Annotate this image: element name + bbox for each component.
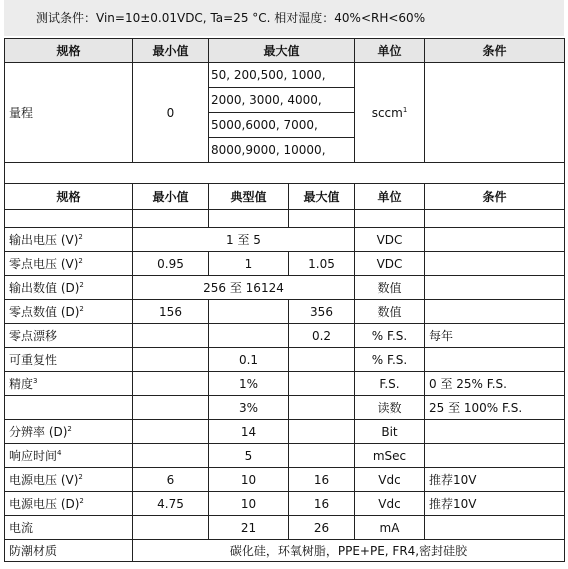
range-max-line: 50, 200,500, 1000, (209, 63, 354, 88)
spec-header-spec: 规格 (5, 184, 133, 210)
spec-max (289, 252, 355, 276)
spec-condition-text: 25 至 100% F.S. (429, 401, 523, 415)
spec-condition (425, 444, 565, 468)
spec-max (289, 396, 355, 420)
spec-label (5, 396, 133, 420)
spec-condition (425, 372, 565, 396)
spec-row (5, 372, 565, 396)
spec-typ-text: 1 至 5 (226, 233, 261, 247)
spec-condition (425, 396, 565, 420)
spec-unit-text: % F.S. (371, 352, 408, 367)
spec-label-text: 零点漂移 (9, 329, 58, 343)
spec-label-text: 电流 (9, 521, 34, 535)
spec-unit-text: F.S. (379, 376, 400, 391)
spec-unit-text: 数值 (377, 305, 402, 319)
range-min: 0 (133, 63, 209, 163)
spec-max-text: 16 (313, 496, 330, 511)
range-unit (355, 63, 425, 163)
spec-typ (133, 228, 355, 252)
spec-max (289, 420, 355, 444)
spec-row (5, 444, 565, 468)
spec-min (133, 252, 209, 276)
spec-unit (355, 276, 425, 300)
spec-min (133, 516, 209, 540)
spec-unit (355, 468, 425, 492)
spec-label-sup: 2 (79, 497, 84, 505)
spec-typ (209, 492, 289, 516)
spec-header-unit: 单位 (355, 184, 425, 210)
range-max-line: 2000, 3000, 4000, (209, 88, 354, 113)
range-max-line: 8000,9000, 10000, (211, 143, 326, 157)
spec-max-text: 356 (310, 304, 333, 319)
spec-min (133, 396, 209, 420)
range-max-values (209, 63, 355, 163)
spec-unit (355, 372, 425, 396)
empty-cell (5, 210, 133, 228)
spec-label-text: 零点数值 (D) (9, 305, 80, 319)
spec-label (5, 492, 133, 516)
spec-typ (133, 276, 355, 300)
spec-unit (355, 492, 425, 516)
spec-max (289, 444, 355, 468)
spec-typ (209, 420, 289, 444)
range-header-spec: 规格 (5, 39, 133, 63)
spec-label-text: 输出电压 (V) (9, 233, 79, 247)
last-row-label: 防潮材质 (5, 540, 133, 562)
range-max-line: 5000,6000, 7000, (209, 113, 354, 138)
spec-typ (209, 516, 289, 540)
spec-unit-text: mA (379, 520, 400, 535)
spec-row (5, 348, 565, 372)
spec-label (5, 372, 133, 396)
spec-min (133, 372, 209, 396)
spec-label (5, 228, 133, 252)
spec-label-text: 分辨率 (D) (9, 425, 68, 439)
spec-label (5, 276, 133, 300)
spec-unit-text: 数值 (377, 281, 402, 295)
spec-typ (209, 324, 289, 348)
spec-label (5, 468, 133, 492)
spec-unit (355, 396, 425, 420)
spec-label-text: 电源电压 (V) (9, 473, 79, 487)
last-row-value: 碳化硅，环氧树脂，PPE+PE, FR4,密封硅胶 (133, 540, 565, 562)
spec-max (289, 492, 355, 516)
spec-label (5, 444, 133, 468)
spec-max (289, 468, 355, 492)
spec-condition (425, 516, 565, 540)
range-header-unit: 单位 (355, 39, 425, 63)
spec-row (5, 300, 565, 324)
spec-min (133, 324, 209, 348)
spec-label-sup: 2 (67, 425, 72, 433)
spec-typ-text: 0.1 (238, 352, 259, 367)
spec-unit-text: Vdc (378, 472, 401, 487)
spec-row (5, 252, 565, 276)
spec-unit-text: VDC (376, 232, 403, 247)
spec-typ-text: 1 (244, 256, 253, 271)
spec-unit (355, 420, 425, 444)
spec-row (5, 492, 565, 516)
spec-condition (425, 420, 565, 444)
range-unit-text: sccm (371, 105, 403, 120)
spec-condition (425, 252, 565, 276)
spec-max-text: 26 (313, 520, 330, 535)
spec-header-max: 最大值 (289, 184, 355, 210)
spec-label-sup: 2 (79, 305, 84, 313)
spec-min (133, 300, 209, 324)
spec-max (289, 372, 355, 396)
spec-condition (425, 348, 565, 372)
spec-typ (209, 252, 289, 276)
spec-max (289, 324, 355, 348)
spec-condition (425, 468, 565, 492)
spec-header-condition: 条件 (425, 184, 565, 210)
spec-unit (355, 348, 425, 372)
spec-unit (355, 228, 425, 252)
spec-max (289, 300, 355, 324)
spec-header-min: 最小值 (133, 184, 209, 210)
spec-label-text: 可重复性 (9, 353, 58, 367)
spec-unit (355, 300, 425, 324)
empty-cell (133, 210, 209, 228)
range-header-min: 最小值 (133, 39, 209, 63)
spec-row (5, 420, 565, 444)
range-header-max: 最大值 (209, 39, 355, 63)
test-conditions: 测试条件：Vin=10±0.01VDC, Ta=25 °C. 相对湿度：40%<RH<60% (4, 0, 564, 36)
spec-label-sup: 2 (78, 233, 83, 241)
spec-row (5, 228, 565, 252)
spec-min (133, 420, 209, 444)
spec-max (289, 348, 355, 372)
spec-typ (209, 444, 289, 468)
spec-typ-text: 5 (244, 448, 253, 463)
spec-row (5, 276, 565, 300)
spec-label-text: 电源电压 (D) (9, 497, 80, 511)
spec-typ (209, 348, 289, 372)
spec-min-text: 156 (159, 304, 182, 319)
spec-max-text: 1.05 (308, 256, 335, 271)
spec-label-sup: 3 (33, 377, 38, 385)
spec-label-sup: 4 (57, 449, 62, 457)
spec-min (133, 492, 209, 516)
range-unit-sup: 1 (402, 105, 408, 114)
spec-unit-text: Vdc (378, 496, 401, 511)
spec-label-sup: 2 (79, 281, 84, 289)
spec-max-text: 0.2 (311, 328, 332, 343)
spec-typ (209, 300, 289, 324)
spec-typ-text: 1% (238, 376, 259, 391)
spec-label (5, 300, 133, 324)
spec-unit (355, 324, 425, 348)
empty-cell (425, 210, 565, 228)
spec-label-text: 输出数值 (D) (9, 281, 80, 295)
empty-cell (355, 210, 425, 228)
spec-unit (355, 516, 425, 540)
spec-unit-text: VDC (376, 256, 403, 271)
spec-row (5, 516, 565, 540)
spec-label-sup: 2 (78, 257, 83, 265)
empty-cell (209, 210, 289, 228)
spec-typ (209, 396, 289, 420)
spec-min (133, 348, 209, 372)
spec-label-text: 响应时间 (9, 449, 58, 463)
spec-header-typ: 典型值 (209, 184, 289, 210)
spec-unit (355, 252, 425, 276)
spec-min (133, 444, 209, 468)
spec-max-text: 16 (313, 472, 330, 487)
spec-unit-text: Bit (381, 424, 398, 439)
range-table (4, 38, 565, 189)
spec-label (5, 348, 133, 372)
empty-cell (289, 210, 355, 228)
spec-condition (425, 300, 565, 324)
range-condition (425, 63, 565, 163)
spec-condition-text: 推荐10V (429, 497, 477, 511)
spec-typ-text: 10 (240, 496, 257, 511)
spec-min-text: 4.75 (157, 496, 184, 511)
range-header-condition: 条件 (425, 39, 565, 63)
spec-row (5, 468, 565, 492)
spec-condition (425, 492, 565, 516)
spec-label (5, 324, 133, 348)
spec-typ-text: 256 至 16124 (203, 281, 284, 295)
spec-condition-text: 每年 (429, 329, 454, 343)
spec-typ-text: 10 (240, 472, 257, 487)
spec-min (133, 468, 209, 492)
spec-label (5, 516, 133, 540)
spec-label-sup: 2 (78, 473, 83, 481)
spec-label-text: 零点电压 (V) (9, 257, 79, 271)
spec-row (5, 324, 565, 348)
spec-max (289, 516, 355, 540)
spec-unit (355, 444, 425, 468)
spec-min-text: 6 (166, 472, 175, 487)
spec-table (4, 183, 565, 562)
spec-unit-text: 读数 (377, 401, 402, 415)
spec-typ (209, 372, 289, 396)
spec-condition (425, 228, 565, 252)
spec-typ-text: 21 (240, 520, 257, 535)
spec-unit-text: mSec (372, 448, 407, 463)
spec-condition-text: 0 至 25% F.S. (429, 377, 507, 391)
spec-condition-text: 推荐10V (429, 473, 477, 487)
spec-row (5, 396, 565, 420)
spec-label (5, 420, 133, 444)
spec-typ-text: 14 (240, 424, 257, 439)
spec-typ-text: 3% (238, 400, 259, 415)
spec-condition (425, 276, 565, 300)
spec-typ (209, 468, 289, 492)
spec-label (5, 252, 133, 276)
spec-unit-text: % F.S. (371, 328, 408, 343)
range-label: 量程 (5, 63, 133, 163)
spec-min-text: 0.95 (157, 256, 184, 271)
spec-label-text: 精度 (9, 377, 34, 391)
spec-condition (425, 324, 565, 348)
